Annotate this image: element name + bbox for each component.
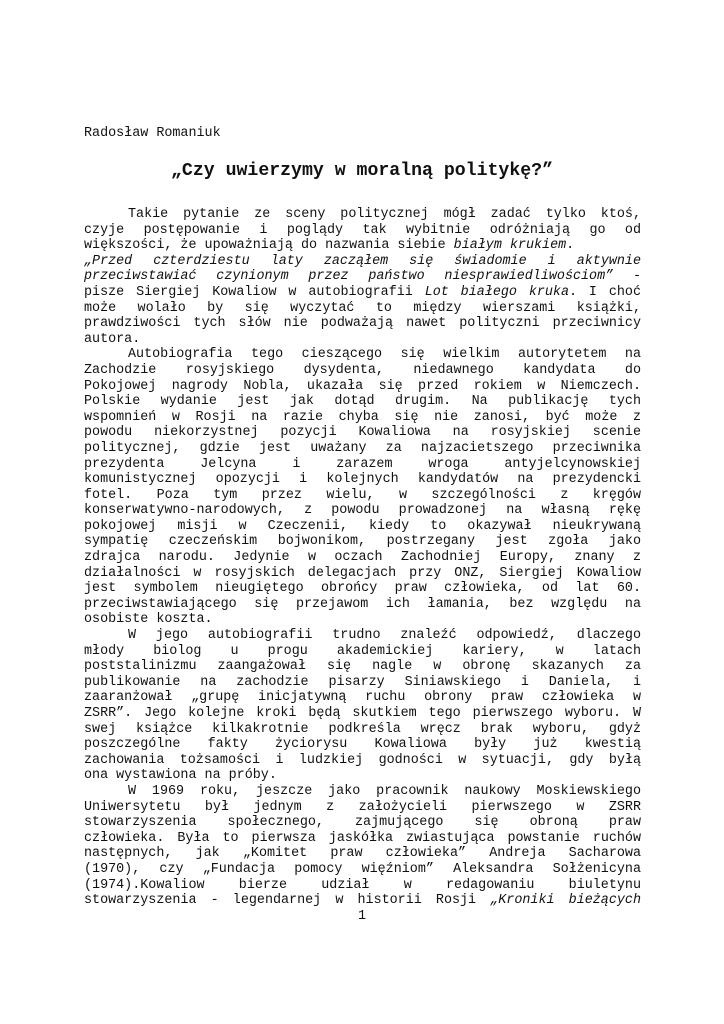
text-segment: fotel. Poza tym przez wielu, w szczególności z kręgów bbox=[84, 487, 641, 503]
text-segment: W 1969 roku, jeszcze jako pracownik naukowy Moskiewskiego bbox=[128, 783, 641, 799]
text-segment: działalności w rosyjskich delegacjach przy ONZ, Siergiej Kowaliow bbox=[84, 565, 641, 581]
text-segment: następnych, jak „Komitet praw człowieka” Andreja Sacharowa bbox=[84, 846, 641, 862]
text-line bbox=[84, 581, 641, 597]
text-segment: powodu niekorzystnej pozycji Kowaliowa na rosyjskiej scenie bbox=[84, 425, 641, 441]
body-text bbox=[84, 207, 641, 909]
text-segment: człowieka. Była to pierwsza jaskółka zwiastująca powstanie ruchów bbox=[84, 830, 641, 846]
text-line bbox=[84, 815, 641, 831]
text-line bbox=[84, 316, 641, 332]
text-segment: Uniwersytetu był jednym z założycieli pierwszego w ZSRR bbox=[84, 799, 641, 815]
text-line bbox=[84, 566, 641, 582]
text-line bbox=[84, 472, 641, 488]
text-line bbox=[84, 363, 641, 379]
text-segment: zaaranżował „grupę inicjatywną ruchu obrony praw człowieka w bbox=[84, 690, 641, 706]
text-segment: Polskie wydanie jest jak dotąd drugim. Na publikację tych bbox=[84, 394, 641, 410]
text-segment: może wolało by się wyczytać to między wierszami książki, bbox=[84, 300, 641, 316]
text-segment: prawdziwości tych słów nie podważają nawet polityczni przeciwnicy bbox=[84, 316, 641, 332]
italic-text: przeciwstawiać czynionym przez państwo niesprawiedliwościom” bbox=[84, 269, 614, 285]
text-segment: swej książce kilkakrotnie podkreśla wręcz brak wyboru, gdyż bbox=[84, 721, 641, 737]
text-segment: poszczególne fakty życiorysu Kowaliowa były już kwestią bbox=[84, 737, 641, 753]
text-line bbox=[84, 706, 641, 722]
text-line bbox=[84, 394, 641, 410]
text-line bbox=[84, 878, 641, 894]
text-segment: stowarzyszenia społecznego, zajmującego się obroną praw bbox=[84, 815, 641, 831]
text-line bbox=[84, 223, 641, 239]
text-line bbox=[84, 332, 641, 348]
text-line bbox=[84, 269, 641, 285]
text-segment: Autobiografia tego cieszącego się wielkim autorytetem na bbox=[128, 347, 641, 363]
text-segment: wspomnień w Rosji na razie chyba się nie zanosi, być może z bbox=[84, 409, 641, 425]
text-line bbox=[84, 675, 641, 691]
text-segment: . I choć bbox=[569, 284, 641, 300]
document-title: „Czy uwierzymy w moralną politykę?” bbox=[171, 161, 553, 181]
text-line bbox=[84, 846, 641, 862]
text-line bbox=[84, 831, 641, 847]
text-segment: młody biolog u progu akademickiej kariery, w latach bbox=[84, 643, 641, 659]
text-line bbox=[84, 737, 641, 753]
text-segment: ZSRR”. Jego kolejne kroki będą skutkiem tego pierwszego wyboru. W bbox=[84, 706, 641, 721]
text-line bbox=[84, 519, 641, 535]
text-line bbox=[84, 628, 641, 644]
italic-text: białym krukiem bbox=[453, 238, 567, 254]
text-line bbox=[84, 753, 641, 769]
text-line bbox=[84, 690, 641, 706]
italic-text: Lot białego kruka bbox=[424, 284, 569, 300]
text-segment: Takie pytanie ze sceny politycznej mógł zadać tylko ktoś, bbox=[128, 207, 641, 222]
text-segment: publikowanie na zachodzie pisarzy Siniawskiego i Daniela, i bbox=[84, 674, 641, 690]
text-segment: politycznej, gdzie jest uważany za najzacietszego przeciwnika bbox=[84, 440, 641, 456]
text-segment: poststalinizmu zaangażował się nagle w obronę skazanych za bbox=[84, 659, 641, 675]
text-line bbox=[84, 285, 641, 301]
text-line bbox=[84, 597, 641, 613]
text-segment: pokojowej misji w Czeczenii, kiedy to okazywał nieukrywaną bbox=[84, 518, 641, 534]
text-segment: komunistycznej opozycji i kolejnych kandydatów na prezydencki bbox=[84, 472, 641, 488]
italic-text: „Kroniki bieżących bbox=[490, 893, 641, 909]
text-line bbox=[84, 503, 641, 519]
text-segment: (1970), czy „Fundacja pomocy więźniom” Aleksandra Sołżenicyna bbox=[84, 861, 641, 877]
text-line bbox=[84, 238, 641, 254]
text-line bbox=[84, 768, 641, 784]
text-line bbox=[84, 612, 641, 628]
text-line bbox=[84, 784, 641, 800]
text-segment: . bbox=[566, 238, 575, 254]
text-line bbox=[84, 379, 641, 395]
text-segment: pisze Siergiej Kowaliow w autobiografii bbox=[84, 284, 425, 300]
text-line bbox=[84, 862, 641, 878]
text-segment: W jego autobiografii trudno znaleźć odpowiedź, dlaczego bbox=[128, 628, 641, 644]
text-segment: konserwatywno-narodowych, z powodu prowadzonej na własną rękę bbox=[84, 503, 641, 519]
text-segment: (1974).Kowaliow bierze udział w redagowaniu biuletynu bbox=[84, 877, 641, 893]
text-segment: - bbox=[613, 269, 641, 285]
text-line bbox=[84, 425, 641, 441]
author-name: Radosław Romaniuk bbox=[84, 126, 221, 141]
text-line bbox=[84, 347, 641, 363]
text-line bbox=[84, 893, 641, 909]
text-line bbox=[84, 659, 641, 675]
text-segment: ona wystawiona na próby. bbox=[84, 768, 277, 784]
text-line bbox=[84, 441, 641, 457]
text-line bbox=[84, 410, 641, 426]
text-segment: stowarzyszenia - legendarnej w historii Rosji bbox=[84, 893, 491, 909]
text-segment: osobiste koszta. bbox=[84, 612, 213, 628]
text-line bbox=[84, 301, 641, 317]
text-line bbox=[84, 550, 641, 566]
text-segment: sympatię czeczeńskim bojwonikom, postrzegany jest zgoła jako bbox=[84, 534, 641, 550]
text-segment: czyje postępowanie i poglądy tak wybitnie odróżniają go od bbox=[84, 222, 641, 238]
text-segment: Zachodzie rosyjskiego dysydenta, niedawnego kandydata do bbox=[84, 362, 641, 378]
text-line bbox=[84, 800, 641, 816]
text-line bbox=[84, 644, 641, 660]
text-segment: zdrajca narodu. Jedynie w oczach Zachodniej Europy, znany z bbox=[84, 550, 641, 566]
text-line bbox=[84, 722, 641, 738]
italic-text: „Przed czterdziestu laty zacząłem się świadomie i aktywnie bbox=[84, 253, 641, 269]
text-segment: zachowania tożsamości i ludzkiej godności w sytuacji, gdy byłą bbox=[84, 752, 641, 768]
text-segment: autora. bbox=[84, 331, 141, 347]
text-segment: przeciwstawiającego się przejawom ich łamania, bez względu na bbox=[84, 596, 641, 612]
text-segment: Pokojowej nagrody Nobla, ukazała się przed rokiem w Niemczech. bbox=[84, 378, 641, 394]
text-segment: jest symbolem nieugiętego obrońcy praw człowieka, od lat 60. bbox=[84, 581, 641, 597]
text-segment: większości, że upoważniają do nazwania siebie bbox=[84, 238, 454, 254]
text-line bbox=[84, 254, 641, 270]
text-segment: prezydenta Jelcyna i zarazem wroga antyjelcynowskiej bbox=[84, 456, 641, 472]
text-line bbox=[84, 207, 641, 223]
text-line bbox=[84, 488, 641, 504]
text-line bbox=[84, 534, 641, 550]
text-line bbox=[84, 457, 641, 473]
page-number: 1 bbox=[357, 909, 367, 924]
